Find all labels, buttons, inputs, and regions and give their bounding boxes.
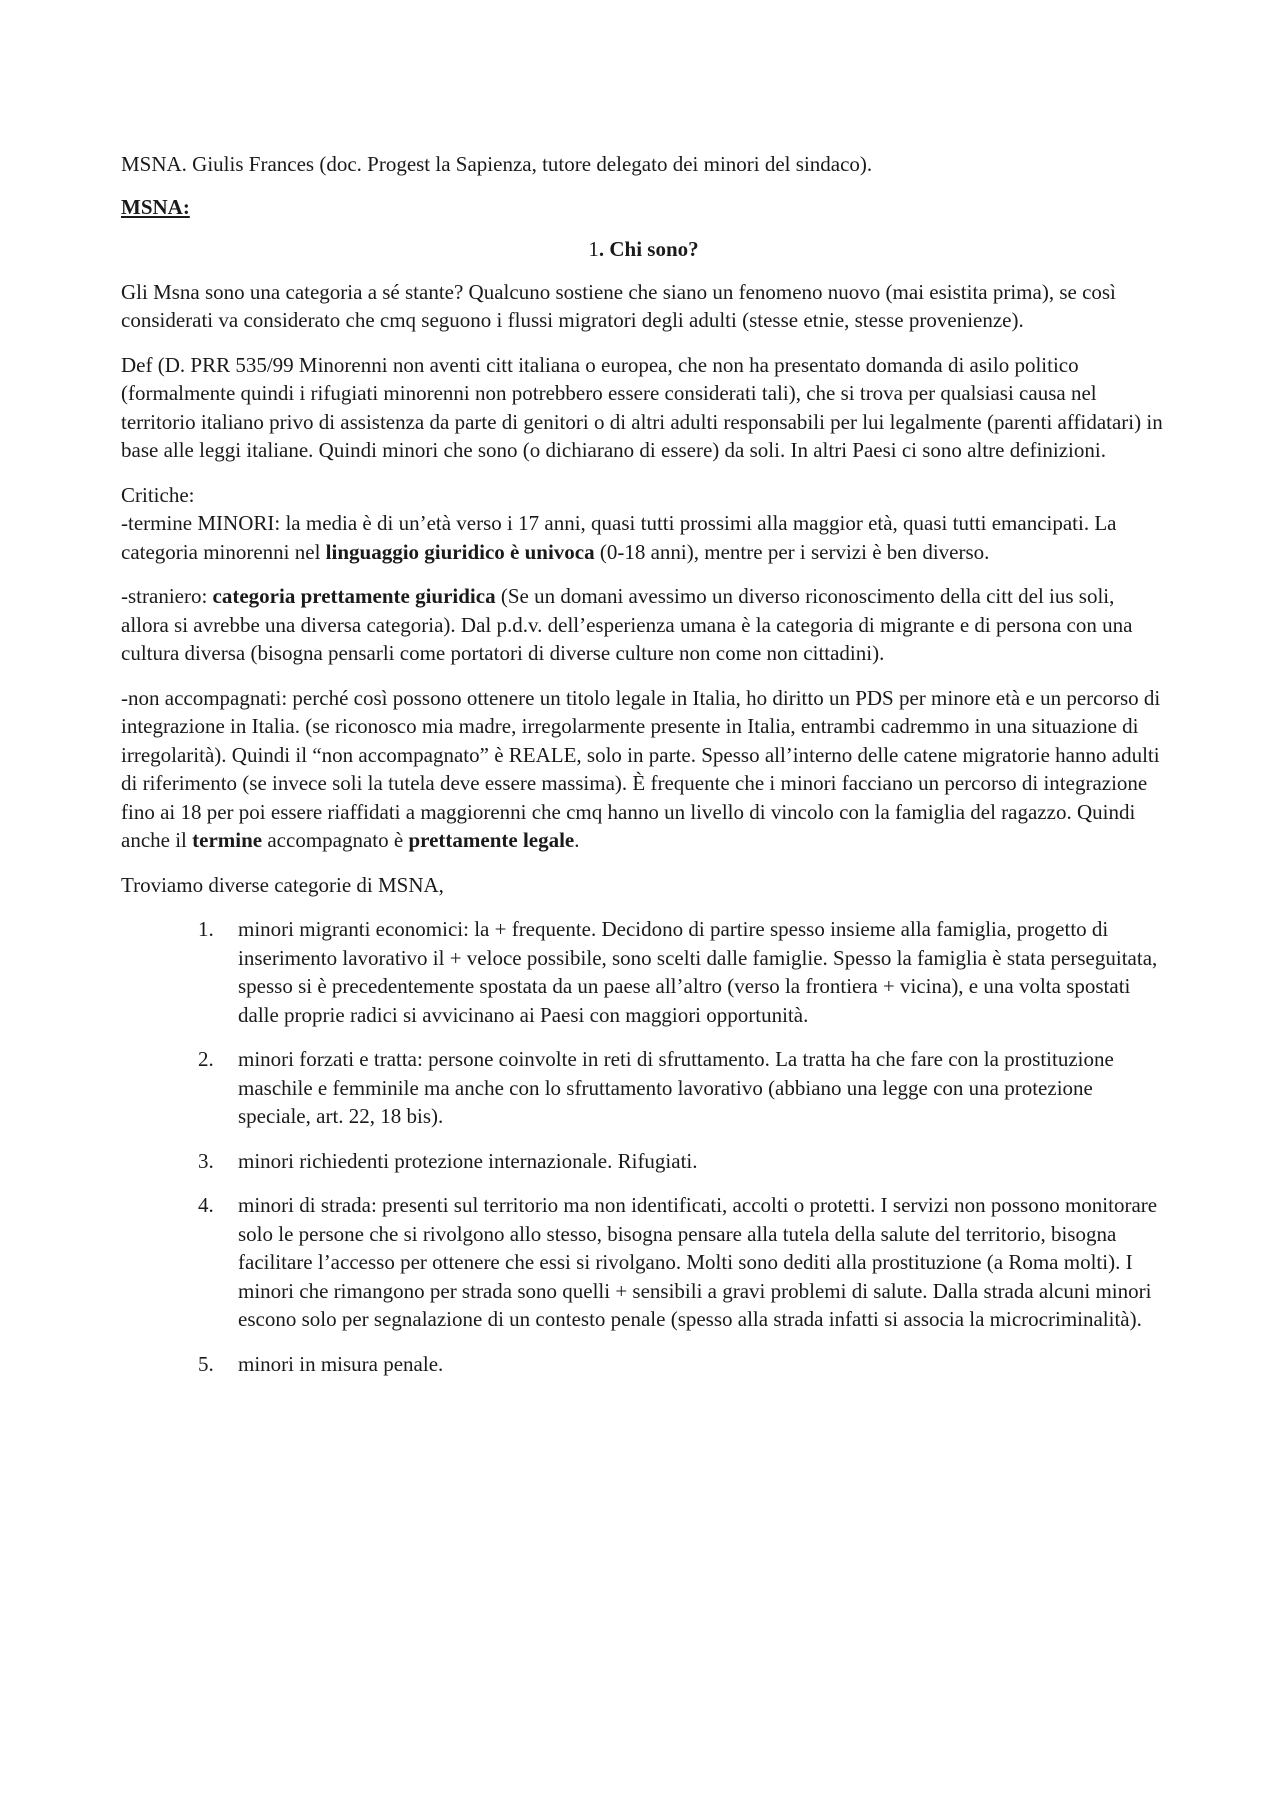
critica-minori-bold: linguaggio giuridico è univoca	[325, 539, 595, 564]
intro-paragraph: Gli Msna sono una categoria a sé stante? Qualcuno sostiene che siano un fenomeno nuovo (mai esistita prima), se così considerati va considerato che cmq seguono i flussi migratori degli adulti (stesse etnie, stesse provenienze).	[121, 279, 1116, 332]
list-item	[121, 1191, 1166, 1334]
categories-intro: Troviamo diverse categorie di MSNA,	[121, 872, 444, 897]
section-title-text: . Chi sono?	[598, 237, 699, 261]
list-item-number: 3.	[198, 1148, 214, 1173]
critica-minori	[121, 509, 1166, 566]
list-item-number: 4.	[198, 1193, 214, 1217]
critica-non-accompagnati-text-3: .	[574, 828, 580, 852]
list-item	[121, 1045, 1166, 1131]
critica-non-accompagnati-text: -non accompagnati: perché così possono ottenere un titolo legale in Italia, ho diritto un PDS per minore età e un percorso di integrazione in Italia. (se riconosco mia madre, irregolarmente presente in Italia, entrambi cadremmo in una situazione di irregolarità). Quindi il “non accompagnato” è REALE, solo in parte. Spesso all’interno delle catene migratorie hanno adulti di riferimento (se invece soli la tutela deve essere massima). È frequente che i minori facciano un percorso di integrazione fino ai 18 per poi essere riaffidati a maggiorenni che cmq hanno un livello di vincolo con la famiglia del ragazzo. Quindi anche il	[121, 685, 1161, 852]
categories-list	[121, 915, 1166, 1378]
critiche-label: Critiche:	[121, 482, 195, 507]
critica-non-accompagnati	[121, 684, 1166, 855]
definition-paragraph: Def (D. PRR 535/99 Minorenni non aventi citt italiana o europea, che non ha presentato domanda di asilo politico (formalmente quindi i rifugiati minorenni non potrebbero essere considerati tali), che si trova per qualsiasi causa nel territorio italiano privo di assistenza da parte di genitori o di altri adulti responsabili per lui legalmente (parenti affidatari) in base alle leggi italiane. Quindi minori che sono (o dichiarano di essere) da soli. In altri Paesi ci sono altre definizioni.	[121, 352, 1163, 462]
list-item-number: 5.	[198, 1351, 214, 1376]
list-item	[121, 915, 1166, 1029]
list-item-number: 1.	[198, 917, 214, 941]
list-item-text: minori richiedenti protezione internazionale. Rifugiati.	[238, 1148, 698, 1173]
critica-non-accompagnati-bold-2: prettamente legale	[408, 828, 575, 852]
critica-straniero-bold: categoria prettamente giuridica	[212, 584, 496, 608]
list-item-text: minori migranti economici: la + frequente. Decidono di partire spesso insieme alla famiglia, progetto di inserimento lavorativo il + veloce possibile, sono scelti dalle famiglie. Spesso la famiglia è stata perseguitata, spesso si è precedentemente spostata da un paese all’altro (verso la frontiera + vicina), e una volta spostati dalle proprie radici si avvicinano ai Paesi con maggiori opportunità.	[238, 917, 1158, 1027]
list-item-number: 2.	[198, 1047, 214, 1071]
critica-minori-text: -termine MINORI: la media è di un’età verso i 17 anni, quasi tutti prossimi alla maggior età, quasi tutti emancipati. La categoria minorenni nel	[121, 511, 1117, 564]
list-item-text: minori in misura penale.	[238, 1351, 444, 1376]
list-item	[121, 1350, 1166, 1379]
critiche-block	[121, 481, 1166, 567]
section-title	[121, 235, 1166, 264]
document-body	[121, 150, 1166, 1394]
list-item-text: minori forzati e tratta: persone coinvolte in reti di sfruttamento. La tratta ha che fare con la prostituzione maschile e femminile ma anche con lo sfruttamento lavorativo (abbiano una legge con una protezione speciale, art. 22, 18 bis).	[238, 1047, 1114, 1128]
list-item	[121, 1147, 1166, 1176]
critica-non-accompagnati-text-2: accompagnato è	[262, 828, 409, 852]
list-item-text: minori di strada: presenti sul territorio ma non identificati, accolti o protetti. I servizi non possono monitorare solo le persone che si rivolgono allo stesso, bisogna pensare alla tutela della salute del territorio, bisogna facilitare l’accesso per ottenere che essi si rivolgano. Molti sono dediti alla prostituzione (a Roma molti). I minori che rimangono per strada sono quelli + sensibili a gravi problemi di salute. Dalla strada alcuni minori escono solo per segnalazione di un contesto penale (spesso alla strada infatti si associa la microcriminalità).	[238, 1193, 1158, 1331]
msna-heading: MSNA:	[121, 194, 190, 219]
header-line: MSNA. Giulis Frances (doc. Progest la Sapienza, tutore delegato dei minori del sindaco).	[121, 152, 873, 176]
critica-non-accompagnati-bold-1: termine	[192, 828, 263, 852]
critica-minori-text-end: (0-18 anni), mentre per i servizi è ben diverso.	[594, 539, 990, 564]
critica-straniero	[121, 582, 1166, 668]
critica-straniero-text: (Se un domani avessimo un diverso riconoscimento della citt del ius soli, allora si avrebbe una diversa categoria). Dal p.d.v. dell’esperienza umana è la categoria di migrante e di persona con una cultura diversa (bisogna pensarli come portatori di diverse culture non come non cittadini).	[121, 584, 1133, 665]
section-number: 1	[588, 237, 599, 261]
critica-straniero-label: -straniero:	[121, 584, 213, 608]
